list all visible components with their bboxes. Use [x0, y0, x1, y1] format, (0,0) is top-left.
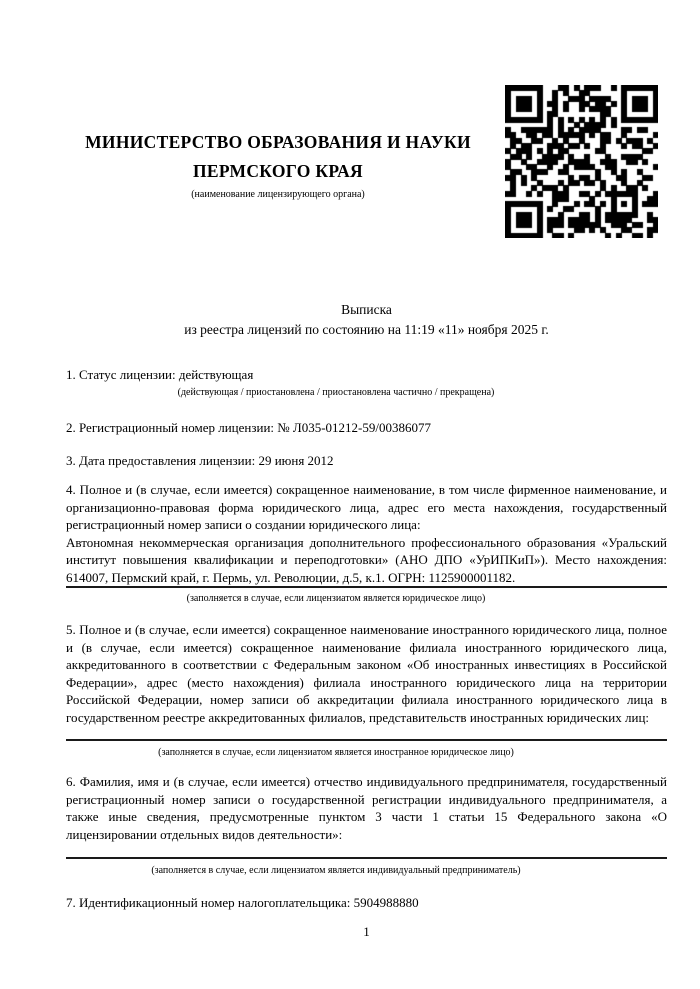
org-name-caption: (наименование лицензирующего органа) — [191, 189, 365, 200]
org-name-line1: МИНИСТЕРСТВО ОБРАЗОВАНИЯ И НАУКИ — [85, 132, 471, 152]
document-title-line2: из реестра лицензий по состоянию на 11:19 «11» ноября 2025 г. — [184, 322, 549, 337]
org-name-line2: ПЕРМСКОГО КРАЯ — [193, 161, 363, 181]
legal-entity-details — [66, 481, 667, 586]
foreign-entity-caption: (заполняется в случае, если лицензиатом является иностранное юридическое лицо) — [158, 747, 514, 758]
divider-line — [66, 739, 667, 741]
document-title-line1: Выписка — [341, 302, 392, 317]
divider-line — [66, 857, 667, 859]
org-name — [66, 128, 490, 186]
divider-line — [66, 586, 667, 588]
qr-code — [505, 85, 658, 238]
license-status: 1. Статус лицензии: действующая — [66, 367, 254, 382]
legal-entity-details-value: Автономная некоммерческая организация дополнительного профессионального образования «Уральский институт повышения квалификации и переподготовки» (АНО ДПО «УрИПКиП»). Место нахождения: 614007, Пермский край, г. Пермь, ул. Революции, д.5, к.1. ОГРН: 1125900001182. — [66, 534, 667, 585]
document-title — [66, 300, 667, 340]
legal-entity-details-label: 4. Полное и (в случае, если имеется) сокращенное наименование, в том числе фирменное наименование, и организационно-правовая форма юридического лица, адрес его места нахождения, государственный регистрационный номер записи о создании юридического лица: — [66, 482, 667, 532]
license-status-caption: (действующая / приостановлена / приостановлена частично / прекращена) — [177, 387, 495, 398]
legal-entity-caption: (заполняется в случае, если лицензиатом является юридическое лицо) — [186, 593, 486, 604]
license-registration-number: 2. Регистрационный номер лицензии: № Л035-01212-59/00386077 — [66, 420, 432, 435]
license-grant-date: 3. Дата предоставления лицензии: 29 июня 2012 — [66, 453, 334, 468]
foreign-entity-details: 5. Полное и (в случае, если имеется) сокращенное наименование иностранного юридического лица, полное и (в случае, если имеется) сокращенное наименование филиала иностранного юридического лица, аккредитованного в соответствии с Федеральным законом «Об иностранных инвестициях в Российской Федерации», адрес (место нахождения) филиала иностранного юридического лица на территории Российской Федерации, номер записи об аккредитации филиала иностранного юридического лица в государственном реестре аккредитованных филиалов, представительств иностранных юридических лиц: — [66, 622, 667, 725]
individual-entrepreneur-details: 6. Фамилия, имя и (в случае, если имеется) отчество индивидуального предпринимателя, государственный регистрационный номер записи о государственной регистрации индивидуального предпринимателя, а также иные сведения, предусмотренные пунктом 3 части 1 статьи 15 Федерального закона «О лицензировании отдельных видов деятельности»: — [66, 774, 667, 842]
taxpayer-id: 7. Идентификационный номер налогоплательщика: 5904988880 — [66, 895, 419, 910]
page-number: 1 — [363, 924, 370, 939]
individual-entrepreneur-caption: (заполняется в случае, если лицензиатом является индивидуальный предприниматель) — [151, 865, 521, 876]
licensing-authority-header — [66, 128, 490, 200]
